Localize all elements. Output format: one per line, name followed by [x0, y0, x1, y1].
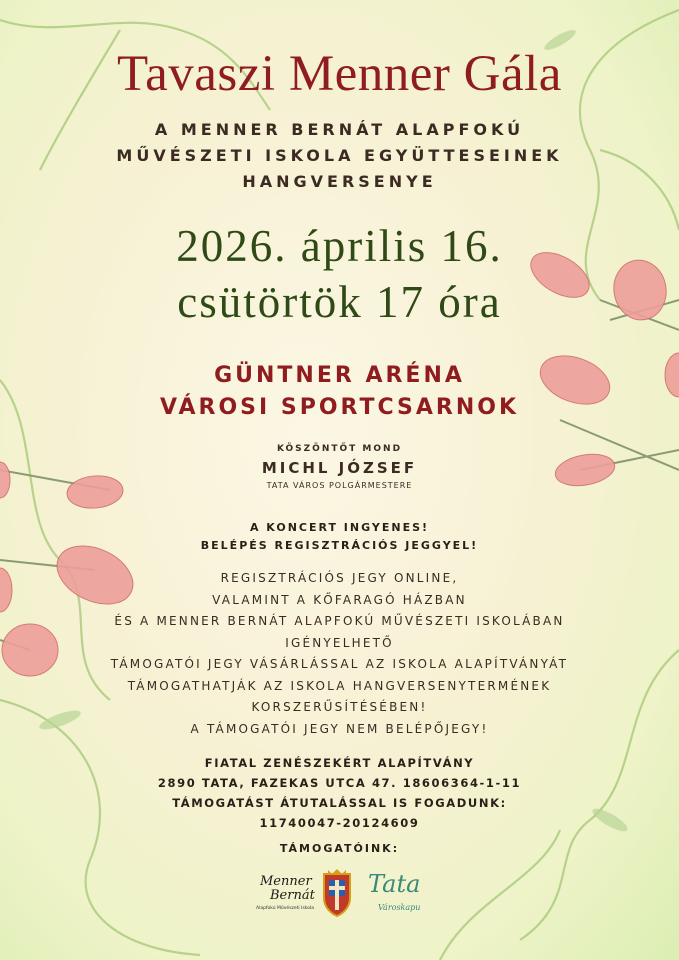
greeting-block [0, 442, 679, 492]
foundation-line: TÁMOGATÁST ÁTUTALÁSSAL IS FOGADUNK: [172, 796, 507, 810]
tata-varoskapu-logo [364, 870, 454, 920]
subtitle-line: A MENNER BERNÁT ALAPFOKÚ [154, 120, 525, 139]
info-line: VALAMINT A KŐFARAGÓ HÁZBAN [212, 592, 467, 607]
info-line: IGÉNYELHETŐ [285, 635, 394, 650]
menner-logo-caption: Alapfokú Művészeti Iskola [256, 906, 314, 911]
info-line: A TÁMOGATÓI JEGY NEM BELÉPŐJEGY! [190, 721, 489, 736]
sponsors-label: TÁMOGATÓINK: [279, 842, 400, 855]
subtitle-line: HANGVERSENYE [242, 172, 437, 191]
free-line: A KONCERT INGYENES! [249, 521, 430, 534]
info-line: TÁMOGATHATJÁK AZ ISKOLA HANGVERSENYTERMÉNEK [127, 678, 552, 693]
event-time: csütörtök 17 óra [177, 277, 502, 327]
info-line: KORSZERŰSÍTÉSÉBEN! [251, 700, 428, 714]
event-venue [0, 360, 679, 424]
tata-logo-text: Tata [368, 870, 421, 898]
info-line: TÁMOGATÓI JEGY VÁSÁRLÁSSAL AZ ISKOLA ALAPÍTVÁNYÁT [110, 657, 569, 671]
speaker-title: TATA VÁROS POLGÁRMESTERE [266, 481, 413, 490]
menner-logo-line2: Bernát [270, 888, 315, 903]
menner-school-logo [254, 872, 316, 918]
venue-line: GÜNTNER ARÉNA [214, 363, 465, 388]
tata-crest-icon [320, 868, 354, 918]
event-title: Tavaszi Menner Gála [117, 46, 562, 102]
foundation-line: 2890 TATA, FAZEKAS UTCA 47. 18606364-1-11 [157, 776, 522, 790]
event-date: 2026. április 16. [176, 221, 503, 271]
info-line: REGISZTRÁCIÓS JEGY ONLINE, [220, 571, 459, 585]
free-line: BELÉPÉS REGISZTRÁCIÓS JEGGYEL! [200, 539, 479, 552]
subtitle-line: MŰVÉSZETI ISKOLA EGYÜTTESEINEK [116, 146, 563, 165]
foundation-line: FIATAL ZENÉSZEKÉRT ALAPÍTVÁNY [204, 756, 475, 770]
event-date-block [0, 218, 679, 330]
venue-line: VÁROSI SPORTCSARNOK [159, 395, 520, 420]
info-line: ÉS A MENNER BERNÁT ALAPFOKÚ MŰVÉSZETI ISKOLÁBAN [114, 614, 565, 628]
greeting-label: KÖSZÖNTŐT MOND [276, 444, 403, 454]
menner-logo-line1: Menner [260, 874, 312, 889]
tata-logo-subtext: Városkapu [378, 903, 421, 912]
foundation-line: 11740047-20124609 [259, 816, 420, 830]
event-subtitle [0, 117, 679, 195]
sponsor-logos [0, 866, 679, 922]
speaker-name: MICHL JÓZSEF [261, 459, 418, 477]
foundation-info [0, 753, 679, 833]
ticket-info [0, 568, 679, 740]
free-admission-notice [0, 519, 679, 555]
